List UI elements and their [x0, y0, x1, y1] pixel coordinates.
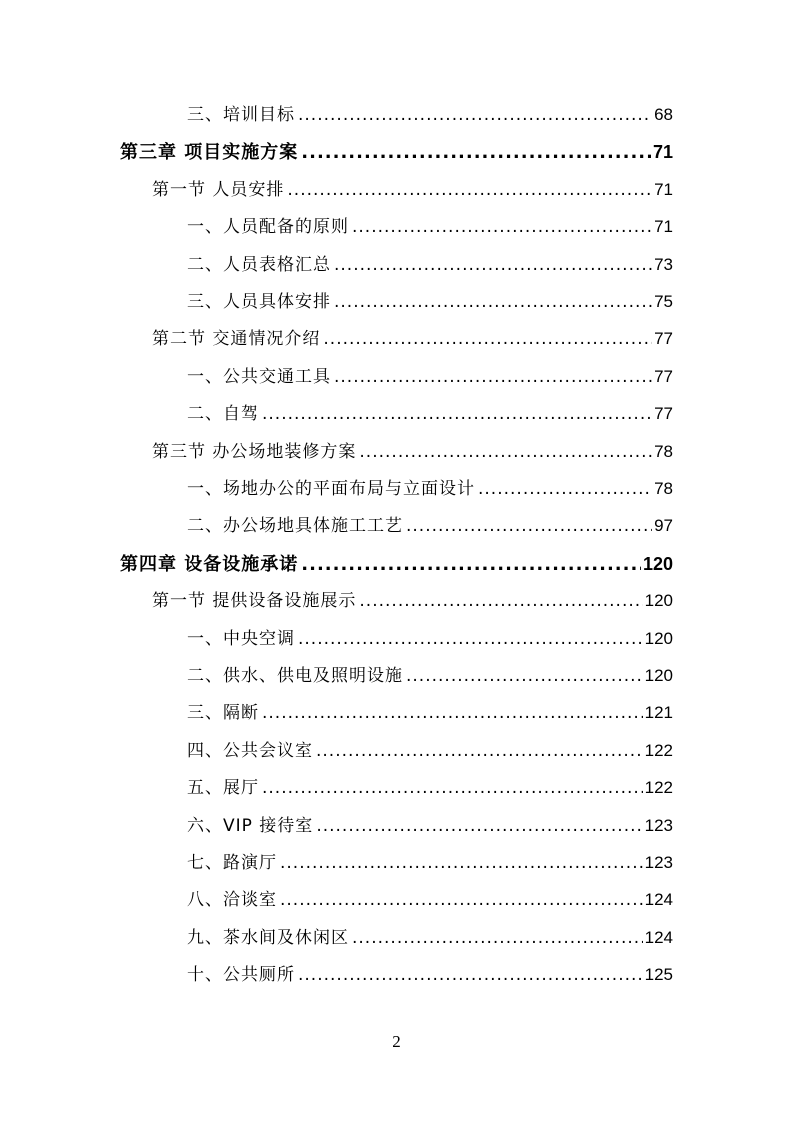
toc-entry-page: 71 [654, 217, 673, 237]
toc-entry-title: 一、中央空调 [187, 628, 295, 649]
toc-entry-page: 120 [644, 666, 673, 685]
toc-entry-title: 二、人员表格汇总 [187, 254, 331, 275]
toc-leader-dots [359, 586, 642, 616]
toc-entry-title: 第三章 项目实施方案 [120, 142, 299, 164]
toc-leader-dots [359, 437, 652, 467]
toc-leader-dots [298, 624, 643, 654]
toc-leader-dots [316, 811, 642, 841]
toc-entry-page: 123 [644, 853, 673, 872]
toc-entry-page: 123 [644, 815, 673, 835]
toc-entry-page: 121 [644, 703, 673, 723]
toc-entry-page: 77 [654, 329, 673, 349]
toc-entry-title: 一、公共交通工具 [187, 366, 331, 387]
toc-entry-title: 八、洽谈室 [187, 890, 277, 911]
toc-leader-dots [301, 138, 651, 168]
toc-entry-title: 六、VIP 接待室 [187, 815, 314, 836]
toc-entry-item[interactable] [187, 212, 673, 242]
toc-entry-title: 第三节 办公场地装修方案 [152, 441, 357, 462]
toc-entry-item[interactable] [187, 399, 673, 429]
toc-leader-dots [298, 960, 643, 990]
toc-entry-title: 第四章 设备设施承诺 [120, 553, 299, 575]
toc-entry-title: 三、隔断 [187, 703, 259, 724]
toc-entry-item[interactable] [187, 250, 673, 280]
toc-entry-title: 十、公共厕所 [187, 965, 295, 986]
toc-entry-page: 77 [654, 366, 673, 386]
toc-entry-page: 124 [644, 927, 673, 947]
toc-entry-page: 71 [652, 142, 673, 163]
toc-leader-dots [352, 923, 643, 953]
toc-entry-title: 第一节 提供设备设施展示 [152, 591, 357, 612]
toc-entry-title: 一、场地办公的平面布局与立面设计 [187, 479, 475, 499]
toc-entry-page: 78 [654, 441, 673, 461]
toc-leader-dots [262, 698, 643, 728]
toc-leader-dots [334, 362, 652, 392]
toc-entry-title: 二、供水、供电及照明设施 [187, 666, 403, 686]
toc-entry-page: 77 [654, 404, 673, 424]
toc-leader-dots [287, 175, 652, 205]
toc-entry-title: 七、路演厅 [187, 853, 277, 873]
toc-entry-item[interactable] [187, 736, 673, 766]
toc-entry-item[interactable] [187, 287, 673, 317]
toc-entry-title: 三、人员具体安排 [187, 292, 331, 312]
page-number: 2 [392, 1032, 401, 1051]
toc-entry-page: 124 [644, 890, 673, 910]
toc-leader-dots [478, 474, 652, 504]
toc-leader-dots [262, 399, 652, 429]
toc-entry-title: 三、培训目标 [187, 105, 295, 125]
toc-entry-page: 71 [654, 179, 673, 199]
toc-leader-dots [334, 250, 652, 280]
toc-entry-item[interactable] [187, 100, 673, 130]
toc-entry-title: 九、茶水间及休闲区 [187, 927, 349, 948]
toc-entry-chapter[interactable] [120, 137, 673, 167]
toc-entry-page: 122 [644, 740, 673, 760]
toc-entry-page: 122 [644, 778, 673, 798]
toc-leader-dots [280, 848, 643, 878]
toc-entry-item[interactable] [187, 923, 673, 953]
toc-entry-chapter[interactable] [120, 549, 673, 579]
toc-entry-item[interactable] [187, 698, 673, 728]
toc-leader-dots [406, 661, 643, 691]
toc-entry-page: 125 [644, 965, 673, 985]
toc-entry-item[interactable] [187, 960, 673, 990]
toc-entry-title: 第二节 交通情况介绍 [152, 329, 321, 350]
toc-entry-section[interactable] [152, 324, 673, 354]
toc-leader-dots [262, 773, 643, 803]
toc-entry-page: 73 [654, 254, 673, 274]
toc-entry-page: 68 [654, 105, 673, 124]
toc-entry-title: 五、展厅 [187, 778, 259, 799]
toc-leader-dots [280, 885, 643, 915]
toc-entry-item[interactable] [187, 474, 673, 504]
toc-leader-dots [352, 212, 652, 242]
toc-entry-page: 97 [654, 516, 673, 536]
toc-leader-dots [316, 736, 643, 766]
toc-entry-title: 二、自驾 [187, 404, 259, 425]
toc-entry-title: 四、公共会议室 [187, 740, 313, 761]
toc-entry-section[interactable] [152, 175, 673, 205]
toc-entry-page: 120 [644, 591, 673, 611]
toc-leader-dots [301, 550, 641, 580]
toc-entry-page: 78 [654, 479, 673, 498]
toc-entry-section[interactable] [152, 437, 673, 467]
toc-entry-title: 第一节 人员安排 [152, 179, 285, 200]
toc-entry-page: 120 [642, 553, 673, 574]
toc-entry-page: 120 [644, 628, 673, 648]
toc-entry-title: 一、人员配备的原则 [187, 217, 349, 238]
toc-leader-dots [298, 100, 652, 130]
toc-entry-section[interactable] [152, 586, 673, 616]
toc-entry-item[interactable] [187, 773, 673, 803]
toc-entry-item[interactable] [187, 885, 673, 915]
toc-entry-item[interactable] [187, 362, 673, 392]
toc-entry-item[interactable] [187, 511, 673, 541]
toc-leader-dots [406, 511, 652, 541]
toc-entry-title: 二、办公场地具体施工工艺 [187, 516, 403, 537]
toc-leader-dots [323, 324, 652, 354]
toc-entry-item[interactable] [187, 624, 673, 654]
toc-entry-item[interactable] [187, 661, 673, 691]
toc-entry-item[interactable] [187, 848, 673, 878]
toc-entry-item[interactable] [187, 811, 673, 841]
toc-entry-page: 75 [654, 292, 673, 311]
toc-leader-dots [334, 287, 652, 317]
